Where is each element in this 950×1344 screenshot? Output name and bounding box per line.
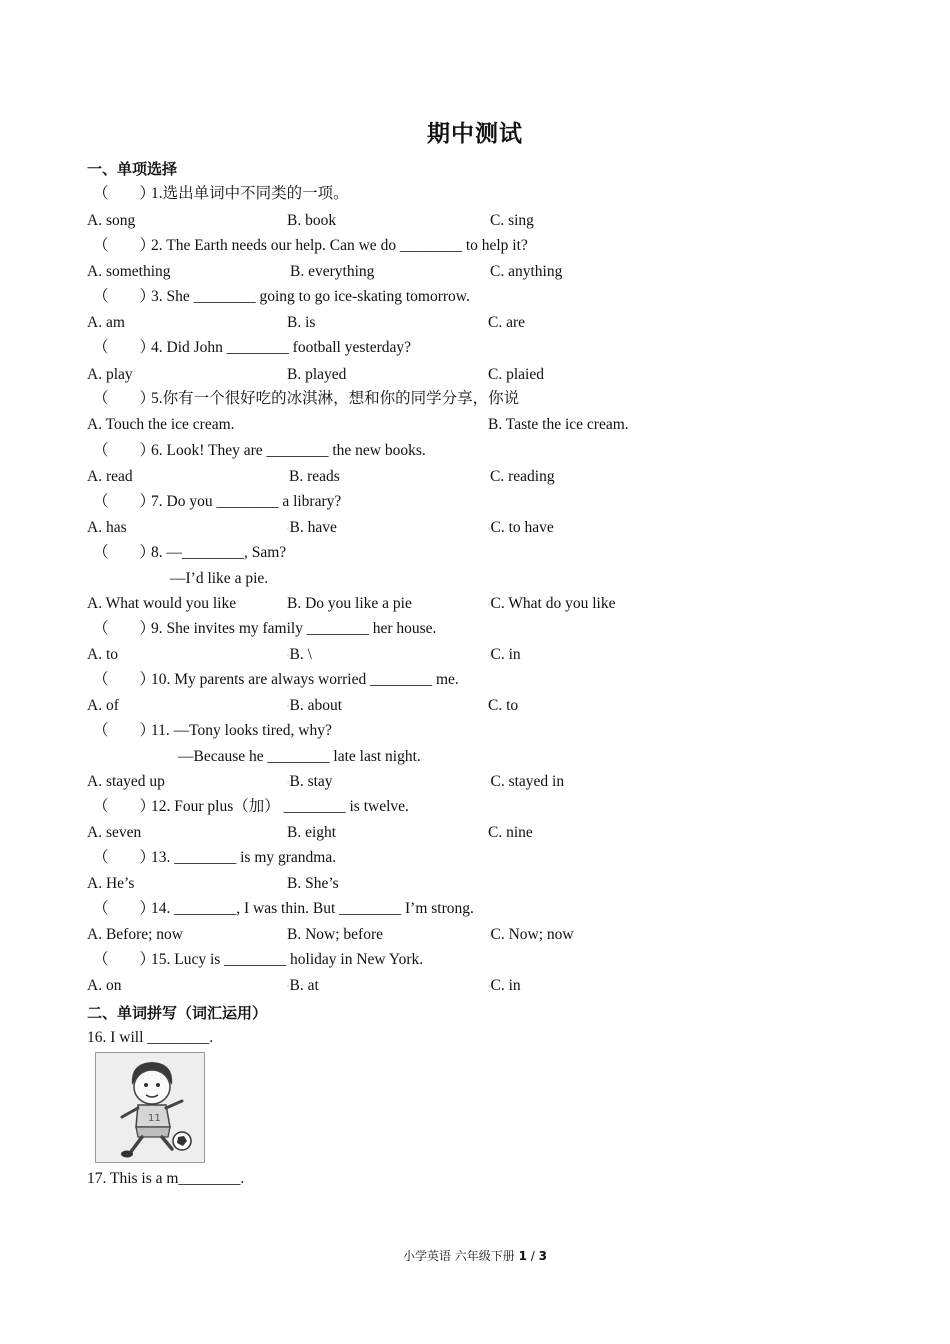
question-stem: 10. My parents are always worried ________ me.	[151, 671, 459, 688]
answer-paren: （ ）	[93, 185, 156, 202]
option-a: A. has	[87, 519, 127, 536]
option-b: B. She’s	[287, 875, 339, 892]
option-c: C. are	[488, 314, 526, 331]
question-16: 16. I will ________.	[87, 1029, 214, 1046]
option-a: A. read	[87, 468, 133, 485]
option-a: A. song	[87, 212, 136, 229]
question-stem: 14. ________, I was thin. But ________ I’m strong.	[151, 900, 474, 917]
answer-paren: （ ）	[93, 900, 156, 917]
question-3	[93, 287, 470, 307]
question-stem: 7. Do you ________ a library?	[151, 493, 342, 510]
page-footer	[0, 1247, 950, 1264]
answer-paren: （ ）	[93, 544, 156, 561]
answer-paren: （ ）	[93, 798, 156, 815]
page-number: 1	[518, 1249, 527, 1263]
option-c: C. sing	[490, 212, 534, 229]
option-a: A. seven	[87, 824, 142, 841]
option-b: ◦B. stay	[287, 773, 333, 790]
page-total: 3	[538, 1249, 548, 1263]
section-heading-spelling: 二、单词拼写（词汇运用）	[87, 1004, 268, 1022]
option-b: B. Taste the ice cream.	[488, 416, 629, 433]
question-12	[93, 797, 409, 817]
option-b: B. reads	[289, 468, 340, 485]
question-15	[93, 950, 423, 970]
answer-paren: （ ）	[93, 722, 156, 739]
option-b: B. eight	[287, 824, 337, 841]
answer-paren: （ ）	[93, 390, 156, 407]
answer-paren: （ ）	[93, 951, 156, 968]
question-11	[93, 721, 332, 741]
question-stem: 3. She ________ going to go ice-skating tomorrow.	[151, 288, 470, 305]
option-c: ◦C. in	[488, 977, 521, 994]
svg-text:11: 11	[148, 1113, 161, 1124]
option-a: A. play	[87, 366, 133, 383]
question-stem: 12. Four plus（加） ________ is twelve.	[151, 798, 409, 815]
option-c: C. to	[488, 697, 519, 714]
question-stem: 2. The Earth needs our help. Can we do ________ to help it?	[151, 237, 528, 254]
option-b: ◦B. have	[287, 519, 337, 536]
answer-paren: （ ）	[93, 493, 156, 510]
question-17: 17. This is a m________.	[87, 1170, 245, 1187]
question-stem: 6. Look! They are ________ the new books.	[151, 442, 426, 459]
option-b: B. is	[287, 314, 316, 331]
question-stem-reply: —I’d like a pie.	[170, 570, 269, 587]
option-a: A. something	[87, 263, 171, 280]
option-a: A. stayed up	[87, 773, 165, 790]
question-stem: 4. Did John ________ football yesterday?	[151, 339, 412, 356]
page-separator: /	[526, 1249, 539, 1263]
question-6	[93, 441, 426, 461]
option-b: B. played	[287, 366, 347, 383]
option-b: B. everything	[290, 263, 375, 280]
option-b: B. Do you like a pie	[287, 595, 412, 612]
question-4	[93, 338, 411, 358]
option-a: A. What would you like	[87, 595, 237, 612]
question-1	[93, 184, 349, 204]
page-title: 期中测试	[427, 121, 523, 147]
question-13	[93, 848, 336, 868]
answer-paren: （ ）	[93, 237, 156, 254]
option-c: ◦C. What do you like	[488, 595, 616, 612]
answer-paren: （ ）	[93, 620, 156, 637]
option-a: A. on	[87, 977, 122, 994]
question-stem: 5.你有一个很好吃的冰淇淋，想和你的同学分享，你说	[151, 390, 520, 407]
option-c: C. reading	[490, 468, 555, 485]
option-c: C. nine	[488, 824, 533, 841]
question-stem: 8. —________, Sam?	[151, 544, 287, 561]
question-stem-reply: —Because he ________ late last night.	[178, 748, 421, 765]
option-c: ◦C. Now; now	[488, 926, 574, 943]
option-a: A. to	[87, 646, 118, 663]
answer-paren: （ ）	[93, 288, 156, 305]
question-10	[93, 670, 459, 690]
answer-paren: （ ）	[93, 442, 156, 459]
answer-paren: （ ）	[93, 849, 156, 866]
option-c: C. anything	[490, 263, 563, 280]
option-c: C. plaied	[488, 366, 544, 383]
option-a: A. Before; now	[87, 926, 183, 943]
question-9	[93, 619, 436, 639]
option-b: ◦B. about	[287, 697, 343, 714]
question-14	[93, 899, 474, 919]
option-a: A. am	[87, 314, 125, 331]
footer-text: 小学英语 六年级下册	[402, 1249, 519, 1263]
question-8	[93, 543, 286, 563]
question-7	[93, 492, 341, 512]
option-b: B. book	[287, 212, 337, 229]
question-stem: 15. Lucy is ________ holiday in New York.	[151, 951, 424, 968]
option-b: ◦B. \	[287, 646, 312, 663]
option-b: B. Now; before	[287, 926, 383, 943]
option-c: ◦C. in	[488, 646, 521, 663]
option-c: ◦C. to have	[488, 519, 554, 536]
answer-paren: （ ）	[93, 671, 156, 688]
question-stem: 13. ________ is my grandma.	[151, 849, 337, 866]
option-b: ◦B. at	[287, 977, 319, 994]
answer-paren: （ ）	[93, 339, 156, 356]
question-stem: 9. She invites my family ________ her house.	[151, 620, 437, 637]
question-5	[93, 389, 519, 409]
option-a: A. of	[87, 697, 119, 714]
question-2	[93, 236, 528, 256]
boy-playing-football-illustration	[95, 1052, 205, 1163]
question-stem: 11. —Tony looks tired, why?	[151, 722, 332, 739]
option-c: ◦C. stayed in	[488, 773, 565, 790]
section-heading-choice: 一、单项选择	[87, 160, 178, 178]
question-stem: 1.选出单词中不同类的一项。	[151, 185, 349, 202]
option-a: A. Touch the ice cream.	[87, 416, 235, 433]
option-a: A. He’s	[87, 875, 135, 892]
